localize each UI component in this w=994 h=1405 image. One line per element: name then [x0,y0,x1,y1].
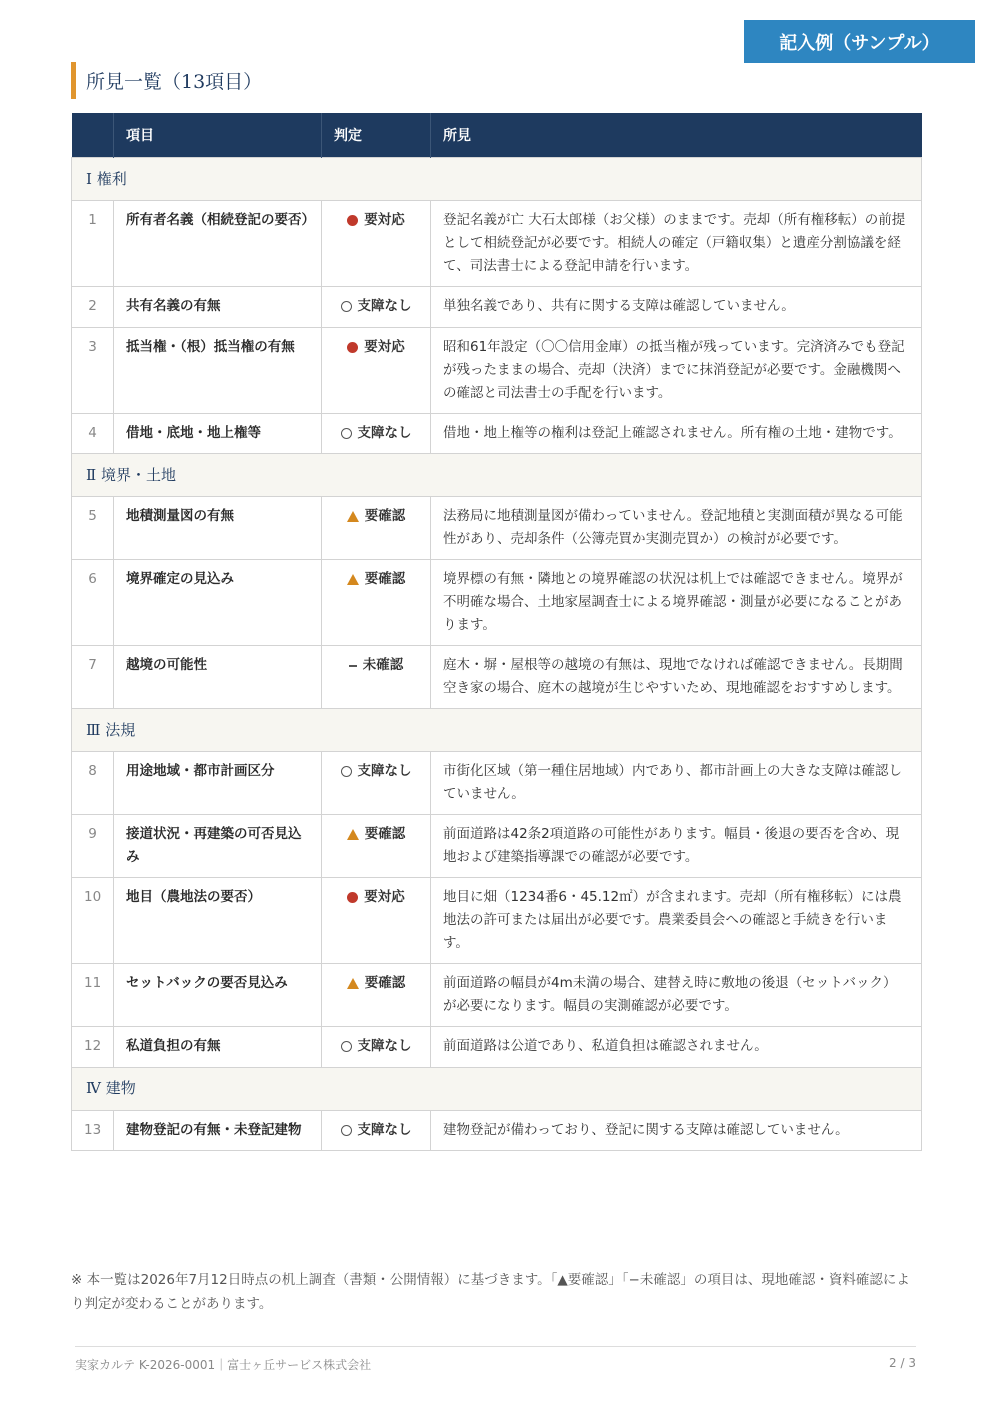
item-name: 境界確定の見込み [114,560,322,646]
row-number: 1 [72,201,114,287]
table-row [72,752,922,815]
judgment-label: 支障なし [357,424,412,441]
warning-triangle-icon [347,511,359,522]
judgment-cell [322,964,431,1027]
row-number: 3 [72,327,114,413]
item-name: 建物登記の有無・未登記建物 [114,1110,322,1151]
judgment-label: 支障なし [357,1038,412,1054]
judgment-label: 支障なし [357,1121,412,1138]
table-row [72,815,922,878]
finding-text: 境界標の有無・隣地との境界確認の状況は机上では確認できません。境界が不明確な場合、土地家屋調査士による境界確認・測量が必要になることがあります。 [431,560,922,646]
item-name: 接道状況・再建築の可否見込み [114,815,322,878]
table-row [72,1027,922,1068]
judgment-cell [322,646,431,709]
judgment-cell [322,413,431,454]
footer-doc-info: 実家カルテ K-2026-0001｜富士ヶ丘サービス株式会社 [75,1358,372,1372]
row-number: 5 [72,497,114,560]
table-row [72,413,922,454]
open-circle-icon [341,428,352,439]
judgment-label: 要確認 [364,975,406,991]
table-header-row [72,113,922,158]
filled-circle-icon [347,215,358,226]
filled-circle-icon [347,892,358,903]
column-header-judge: 判定 [322,113,431,158]
section-label: Ⅰ 権利 [72,158,922,201]
finding-text: 登記名義が亡 大石太郎様（お父様）のままです。売却（所有権移転）の前提として相続登記が必要です。相続人の確定（戸籍収集）と遺産分割協議を経て、司法書士による登記申請を行います。 [431,201,922,287]
finding-text: 前面道路は公道であり、私道負担は確認されません。 [431,1027,922,1068]
row-number: 8 [72,752,114,815]
finding-text: 借地・地上権等の権利は登記上確認されません。所有権の土地・建物です。 [431,413,922,454]
open-circle-icon [341,301,352,312]
item-name: 抵当権・（根）抵当権の有無 [114,327,322,413]
table-row [72,201,922,287]
item-name: 地目（農地法の要否） [114,878,322,964]
section-row [72,1067,922,1110]
finding-text: 建物登記が備わっており、登記に関する支障は確認していません。 [431,1110,922,1151]
filled-circle-icon [347,342,358,353]
item-name: 地積測量図の有無 [114,497,322,560]
judgment-cell [322,497,431,560]
table-row [72,497,922,560]
finding-text: 法務局に地積測量図が備わっていません。登記地積と実測面積が異なる可能性があり、売却条件（公簿売買か実測売買か）の検討が必要です。 [431,497,922,560]
judgment-cell [322,1027,431,1068]
row-number: 11 [72,964,114,1027]
section-row [72,158,922,201]
row-number: 4 [72,413,114,454]
footer-divider [75,1346,916,1347]
judgment-label: 要確認 [364,571,406,587]
warning-triangle-icon [347,978,359,989]
table-body [72,158,922,1151]
judgment-cell [322,752,431,815]
finding-text: 前面道路の幅員が4m未満の場合、建替え時に敷地の後退（セットバック）が必要になります。幅員の実測確認が必要です。 [431,964,922,1027]
table-row [72,327,922,413]
section-label: Ⅲ 法規 [72,709,922,752]
warning-triangle-icon [347,574,359,585]
row-number: 9 [72,815,114,878]
column-header-finding: 所見 [431,113,922,158]
row-number: 6 [72,560,114,646]
judgment-label: 要対応 [364,212,405,228]
judgment-label: 要確認 [364,826,406,842]
finding-text: 市街化区域（第一種住居地域）内であり、都市計画上の大きな支障は確認していません。 [431,752,922,815]
judgment-label: 支障なし [357,298,412,314]
item-name: 所有者名義（相続登記の要否） [114,201,322,287]
judgment-label: 要対応 [364,338,405,355]
finding-text: 昭和61年設定（〇〇信用金庫）の抵当権が残っています。完済済みでも登記が残ったままの場合、売却（決済）までに抹消登記が必要です。金融機関への確認と司法書士の手配を行います。 [431,327,922,413]
table-row [72,560,922,646]
table-row [72,964,922,1027]
table-row [72,1110,922,1151]
judgment-cell [322,1110,431,1151]
judgment-label: 未確認 [362,657,404,673]
section-row [72,709,922,752]
item-name: 用途地域・都市計画区分 [114,752,322,815]
page-title: 所見一覧（13項目） [71,62,262,99]
section-label: Ⅱ 境界・土地 [72,454,922,497]
item-name: 借地・底地・地上権等 [114,413,322,454]
judgment-cell [322,201,431,287]
judgment-cell [322,560,431,646]
judgment-cell [322,287,431,328]
open-circle-icon [341,1041,352,1052]
findings-table [71,113,922,1151]
page-number: 2 / 3 [889,1356,916,1370]
row-number: 10 [72,878,114,964]
row-number: 2 [72,287,114,328]
column-header-num [72,113,114,158]
open-circle-icon [341,766,352,777]
judgment-cell [322,327,431,413]
table-row [72,287,922,328]
item-name: 越境の可能性 [114,646,322,709]
sample-badge: 記入例（サンプル） [744,20,975,63]
finding-text: 単独名義であり、共有に関する支障は確認していません。 [431,287,922,328]
item-name: 私道負担の有無 [114,1027,322,1068]
row-number: 13 [72,1110,114,1151]
open-circle-icon [341,1125,352,1136]
judgment-label: 支障なし [357,763,412,779]
row-number: 7 [72,646,114,709]
section-row [72,454,922,497]
item-name: 共有名義の有無 [114,287,322,328]
judgment-label: 要確認 [364,508,406,524]
finding-text: 地目に畑（1234番6・45.12㎡）が含まれます。売却（所有権移転）には農地法の許可または届出が必要です。農業委員会への確認と手続きを行います。 [431,878,922,964]
dash-icon [349,665,357,667]
judgment-label: 要対応 [364,889,405,905]
row-number: 12 [72,1027,114,1068]
finding-text: 前面道路は42条2項道路の可能性があります。幅員・後退の要否を含め、現地および建築指導課での確認が必要です。 [431,815,922,878]
judgment-cell [322,878,431,964]
finding-text: 庭木・塀・屋根等の越境の有無は、現地でなければ確認できません。長期間空き家の場合、庭木の越境が生じやすいため、現地確認をおすすめします。 [431,646,922,709]
warning-triangle-icon [347,829,359,840]
table-row [72,646,922,709]
footnote: ※ 本一覧は2026年7月12日時点の机上調査（書類・公開情報）に基づきます。「▲要確認」「−未確認」の項目は、現地確認・資料確認により判定が変わることがあります。 [71,1272,910,1312]
judgment-cell [322,815,431,878]
table-row [72,878,922,964]
item-name: セットバックの要否見込み [114,964,322,1027]
column-header-item: 項目 [114,113,322,158]
section-label: Ⅳ 建物 [72,1067,922,1110]
